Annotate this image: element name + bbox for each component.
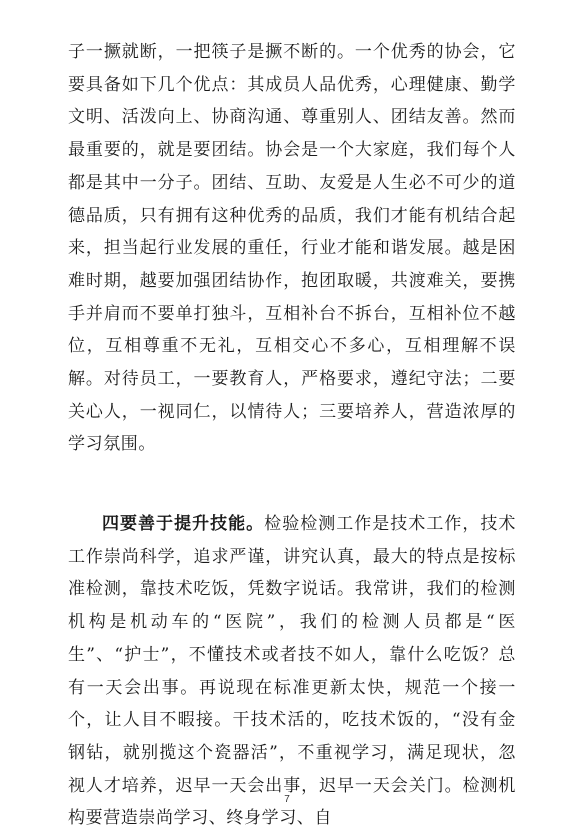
page-number: 7	[284, 794, 290, 805]
section-lead-heading: 四要善于提升技能。	[102, 514, 265, 534]
section-body-text: 检验检测工作是技术工作，技术工作崇尚科学，追求严谨，讲究认真，最大的特点是按标准检测，靠技术吃饭，凭数字说话。我常讲，我们的检测机构是机动车的“医院”，我们的检测人员都是“医生”、“护士”，不懂技术或者技不如人，靠什么吃饭？总有一天会出事。再说现在标准更新太快，规范一个接一个，让人目不暇接。干技术活的，吃技术饭的，“没有金钢钻，就别揽这个瓷器活”，不重视学习，满足现状，忽视人才培养，迟早一天会出事，迟早一天会关门。检测机构要营造崇尚学习、终身学习、自	[68, 514, 517, 829]
body-paragraph: 子一撅就断，一把筷子是撅不断的。一个优秀的协会，它要具备如下几个优点：其成员人品优秀，心理健康、勤学文明、活泼向上、协商沟通、尊重别人、团结友善。然而最重要的，就是要团结。协会是一个大家庭，我们每个人都是其中一分子。团结、互助、友爱是人生必不可少的道德品质，只有拥有这种优秀的品质，我们才能有机结合起来，担当起行业发展的重任，行业才能和谐发展。越是困难时期，越要加强团结协作，抱团取暖，共渡难关，要携手并肩而不要单打独斗，互相补台不拆台，互相补位不越位，互相尊重不无礼，互相交心不多心，互相理解不误解。对待员工，一要教育人，严格要求，遵纪守法；二要关心人，一视同仁，以情待人；三要培养人，营造浓厚的学习氛围。	[68, 42, 516, 455]
body-paragraph	[68, 508, 516, 835]
